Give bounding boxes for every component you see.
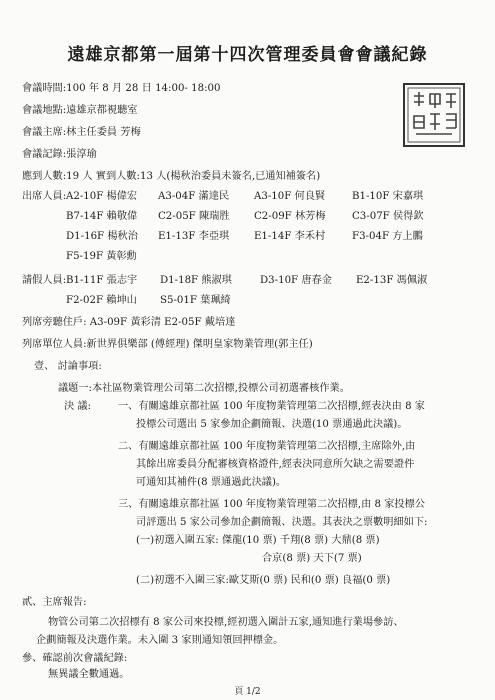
leave-member: B1-11F 張志宇 [66, 275, 138, 286]
meeting-recorder: 會議記錄:張淳瑜 [22, 149, 97, 160]
meeting-time: 會議時間:100 年 8 月 28 日 14:00- 18:00 [22, 83, 221, 94]
attendee: F3-04F 方上鵬 [352, 231, 423, 242]
observers: 列席旁聽住戶: A3-09F 黃彩清 E2-05F 戴培達 [22, 317, 236, 328]
attendee: C3-07F 侯得欽 [352, 211, 424, 222]
attendee: F5-19F 黃彰勳 [66, 251, 137, 262]
section-3-heading: 參、確認前次會議紀錄: [22, 653, 128, 664]
resolution-label: 決 議: [64, 401, 92, 412]
shortlist-line: 合京(8 票) 天下(7 票) [262, 553, 362, 564]
meeting-chair: 會議主席:林主任委員 芳梅 [22, 127, 141, 138]
leave-member: S5-01F 葉珮綺 [160, 295, 231, 306]
leave-member: E2-13F 馮佩淑 [356, 275, 428, 286]
attendee: A2-10F 楊偉宏 [66, 191, 138, 202]
page-number: 頁 1/2 [234, 687, 261, 697]
resolution-2-line: 可通知其補件(8 票通過此決議)。 [136, 477, 287, 488]
agenda-item-1: 議題一:本社區物業管理公司第二次招標,投標公司初選審核作業。 [58, 383, 350, 394]
attendee: D1-16F 楊秋治 [66, 231, 138, 242]
chair-report-line: 企劃簡報及決選作業。未入圍 3 家則通知領回押標金。 [36, 635, 284, 646]
resolution-2-line: 二、有關遠雄京都社區 100 年度物業管理第二次招標,主席除外,由 [118, 441, 416, 452]
attendee: A3-10F 何良賢 [254, 191, 326, 202]
meeting-place: 會議地點:遠雄京都視聽室 [22, 105, 138, 116]
attending-units: 列席單位人員:新世界俱樂部 (傅經理) 傑明皇家物業管理(郭主任) [22, 339, 313, 350]
leave-member: D3-10F 唐春金 [260, 275, 332, 286]
attendee: E1-13F 李亞琪 [158, 231, 230, 242]
attendee: E1-14F 李禾村 [254, 231, 326, 242]
resolution-2-line: 其餘出席委員分配審核資格證件,經表決同意所欠缺之需要證件 [136, 459, 415, 470]
chair-report-line: 物管公司第二次招標有 8 家公司來投標,經初選入圍計五家,通知進行業場參訪、 [48, 617, 404, 628]
resolution-1-line: 投標公司選出 5 家參加企劃簡報、決選(10 票通過此決議)。 [136, 419, 408, 430]
shortlist-line: (一)初選入圍五家: 傑龍(10 票) 千翔(8 票) 大鼎(8 票) [136, 535, 380, 546]
resolution-3-line: 司評選出 5 家公司參加企劃簡報、決選。其表決之票數明細如下: [136, 517, 428, 528]
attendance-count: 應到人數:19 人 實到人數:13 人(楊秋治委員未簽名,已通知補簽名) [22, 171, 321, 182]
section-1-heading: 壹、 討論事項: [34, 361, 102, 372]
leave-member: D1-18F 熊淑琪 [160, 275, 232, 286]
attendee: C2-05F 陳瑞胜 [158, 211, 230, 222]
section-2-heading: 貳、主席報告: [22, 597, 87, 608]
attendee: B1-10F 宋嘉琪 [352, 191, 424, 202]
committee-seal-stamp [402, 82, 466, 148]
previous-minutes-confirmation: 無異議全數通過。 [48, 669, 130, 680]
attendee: B7-14F 賴敬偉 [66, 211, 138, 222]
document-title: 遠雄京都第一屆第十四次管理委員會會議紀錄 [67, 45, 428, 65]
attendees-label: 出席人員: [22, 191, 67, 202]
leave-member: F2-02F 賴坤山 [66, 295, 137, 306]
leave-label: 請假人員: [22, 275, 67, 286]
attendee: A3-04F 滿達民 [158, 191, 230, 202]
attendee: C2-09F 林芳梅 [254, 211, 326, 222]
resolution-1-line: 一、有關遠雄京都社區 100 年度物業管理第二次招標,經表決由 8 家 [118, 401, 425, 412]
resolution-3-line: 三、有關遠雄京都社區 100 年度物業管理第二次招標,由 8 家投標公 [118, 499, 425, 510]
not-shortlisted-line: (二)初選不入圍三家:歐艾斯(0 票) 民和(0 票) 良福(0 票) [136, 575, 391, 586]
